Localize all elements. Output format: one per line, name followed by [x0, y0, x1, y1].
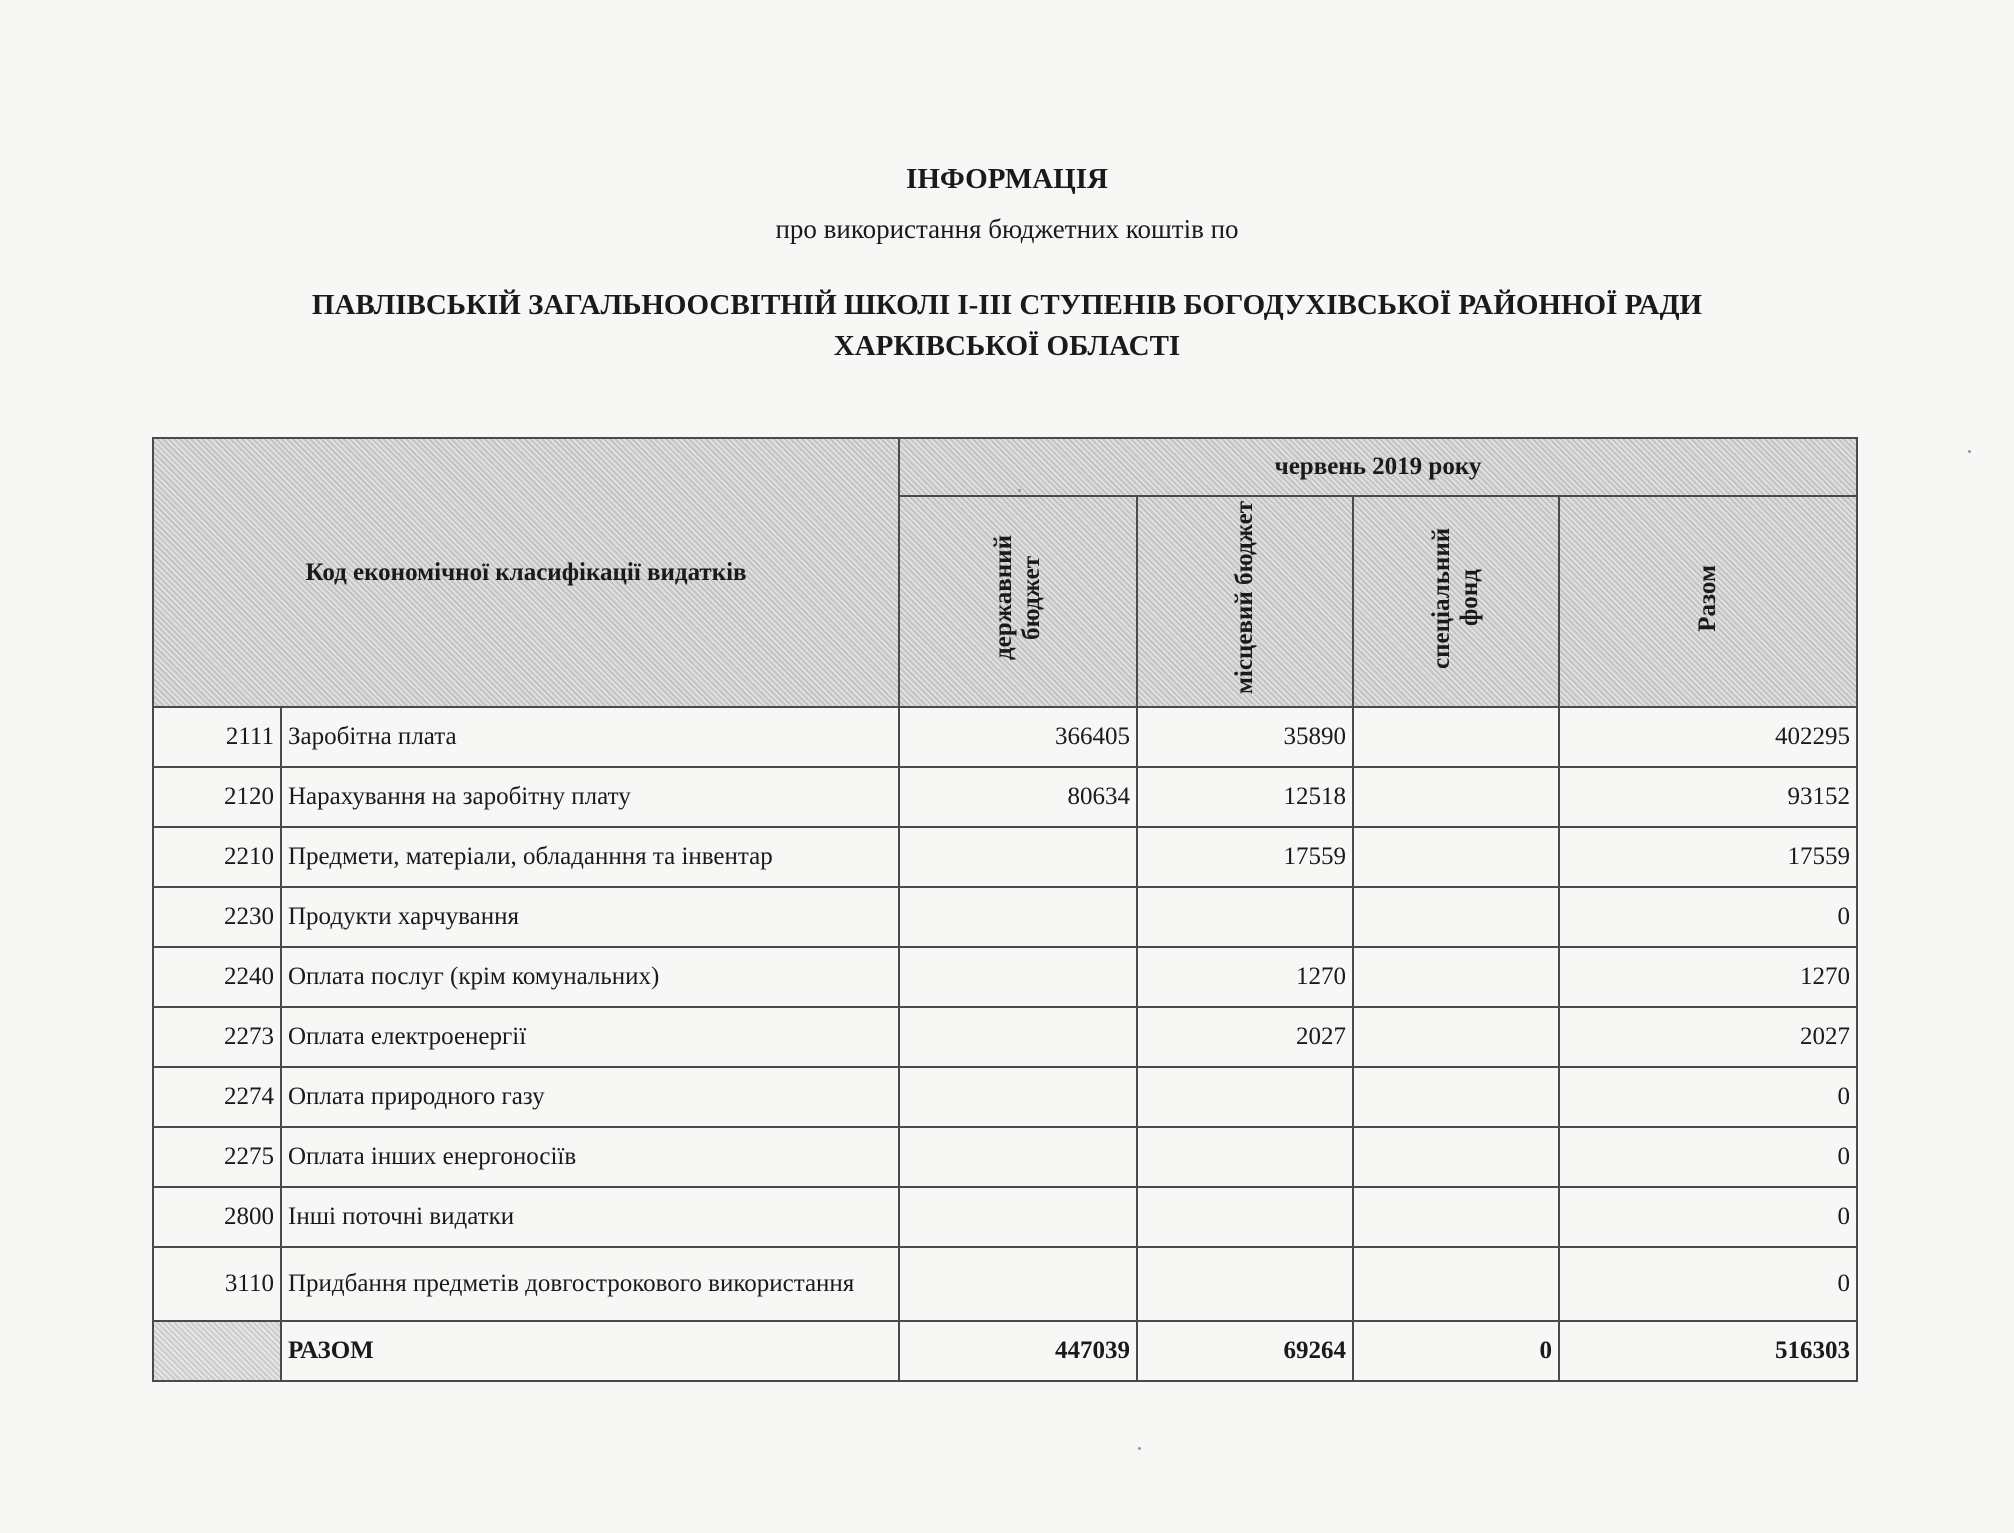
row-code: 2111 — [153, 707, 281, 767]
row-special-fund — [1353, 707, 1559, 767]
column-header-total: Разом — [1559, 496, 1857, 707]
row-code: 2275 — [153, 1127, 281, 1187]
table-row — [153, 767, 1857, 827]
organization-line-1: ПАВЛІВСЬКІЙ ЗАГАЛЬНООСВІТНІЙ ШКОЛІ І-ІІІ СТУПЕНІВ БОГОДУХІВСЬКОЇ РАЙОННОЇ РАДИ — [311, 289, 1703, 321]
row-special-fund — [1353, 827, 1559, 887]
row-local-budget: 2027 — [1137, 1007, 1353, 1067]
total-row — [153, 1321, 1857, 1381]
row-name: Заробітна плата — [281, 707, 899, 767]
row-name: Інші поточні видатки — [281, 1187, 899, 1247]
row-local-budget: 35890 — [1137, 707, 1353, 767]
column-header-local-budget: місцевий бюджет — [1137, 496, 1353, 707]
row-state-budget: 80634 — [899, 767, 1137, 827]
column-header-state-budget: державний бюджет — [899, 496, 1137, 707]
row-local-budget — [1137, 1127, 1353, 1187]
total-grand-total: 516303 — [1559, 1321, 1857, 1381]
row-special-fund — [1353, 1247, 1559, 1321]
row-name: Предмети, матеріали, обладанння та інвентар — [281, 827, 899, 887]
document-title: ІНФОРМАЦІЯ — [906, 163, 1108, 195]
row-code: 2273 — [153, 1007, 281, 1067]
table-row — [153, 1127, 1857, 1187]
row-state-budget — [899, 1007, 1137, 1067]
code-column-header: Код економічної класифікації видатків — [153, 438, 899, 707]
row-name: Придбання предметів довгострокового використання — [281, 1247, 899, 1321]
row-code: 2230 — [153, 887, 281, 947]
row-name: Оплата послуг (крім комунальних) — [281, 947, 899, 1007]
row-total: 0 — [1559, 1247, 1857, 1321]
row-name: Продукти харчування — [281, 887, 899, 947]
row-special-fund — [1353, 1187, 1559, 1247]
table-row — [153, 827, 1857, 887]
scan-speck — [1138, 1447, 1141, 1450]
row-special-fund — [1353, 947, 1559, 1007]
scan-speck — [1968, 450, 1971, 453]
row-local-budget: 17559 — [1137, 827, 1353, 887]
row-local-budget — [1137, 1187, 1353, 1247]
row-name: Оплата інших енергоносіїв — [281, 1127, 899, 1187]
column-header-special-fund: спеціальний фонд — [1353, 496, 1559, 707]
row-code: 2120 — [153, 767, 281, 827]
row-state-budget — [899, 1127, 1137, 1187]
organization-name — [0, 285, 2014, 367]
table-row — [153, 947, 1857, 1007]
row-code: 2240 — [153, 947, 281, 1007]
row-name: Нарахування на заробітну плату — [281, 767, 899, 827]
row-total: 2027 — [1559, 1007, 1857, 1067]
period-header: червень 2019 року — [899, 438, 1857, 496]
total-code-cell — [153, 1321, 281, 1381]
row-special-fund — [1353, 1127, 1559, 1187]
row-state-budget — [899, 887, 1137, 947]
row-local-budget: 12518 — [1137, 767, 1353, 827]
row-total: 0 — [1559, 1187, 1857, 1247]
row-total: 17559 — [1559, 827, 1857, 887]
row-state-budget: 366405 — [899, 707, 1137, 767]
row-total: 93152 — [1559, 767, 1857, 827]
organization-line-2: ХАРКІВСЬКОЇ ОБЛАСТІ — [833, 330, 1181, 362]
row-total: 0 — [1559, 1127, 1857, 1187]
row-special-fund — [1353, 1007, 1559, 1067]
row-code: 3110 — [153, 1247, 281, 1321]
total-label: РАЗОМ — [281, 1321, 899, 1381]
document-subtitle: про використання бюджетних коштів по — [775, 214, 1239, 244]
row-total: 1270 — [1559, 947, 1857, 1007]
row-total: 0 — [1559, 1067, 1857, 1127]
row-code: 2274 — [153, 1067, 281, 1127]
table-row — [153, 1067, 1857, 1127]
budget-table — [152, 437, 1858, 1382]
row-special-fund — [1353, 1067, 1559, 1127]
row-state-budget — [899, 947, 1137, 1007]
total-special-fund: 0 — [1353, 1321, 1559, 1381]
row-total: 402295 — [1559, 707, 1857, 767]
row-state-budget — [899, 1247, 1137, 1321]
row-code: 2800 — [153, 1187, 281, 1247]
row-local-budget: 1270 — [1137, 947, 1353, 1007]
row-special-fund — [1353, 767, 1559, 827]
table-row — [153, 887, 1857, 947]
row-total: 0 — [1559, 887, 1857, 947]
row-name: Оплата електроенергії — [281, 1007, 899, 1067]
row-state-budget — [899, 1187, 1137, 1247]
scan-speck — [1018, 489, 1021, 492]
row-code: 2210 — [153, 827, 281, 887]
table-row — [153, 1247, 1857, 1321]
table-row — [153, 1187, 1857, 1247]
row-local-budget — [1137, 1067, 1353, 1127]
row-state-budget — [899, 1067, 1137, 1127]
row-local-budget — [1137, 1247, 1353, 1321]
row-name: Оплата природного газу — [281, 1067, 899, 1127]
row-local-budget — [1137, 887, 1353, 947]
table-row — [153, 1007, 1857, 1067]
total-local-budget: 69264 — [1137, 1321, 1353, 1381]
row-state-budget — [899, 827, 1137, 887]
table-row — [153, 707, 1857, 767]
total-state-budget: 447039 — [899, 1321, 1137, 1381]
row-special-fund — [1353, 887, 1559, 947]
